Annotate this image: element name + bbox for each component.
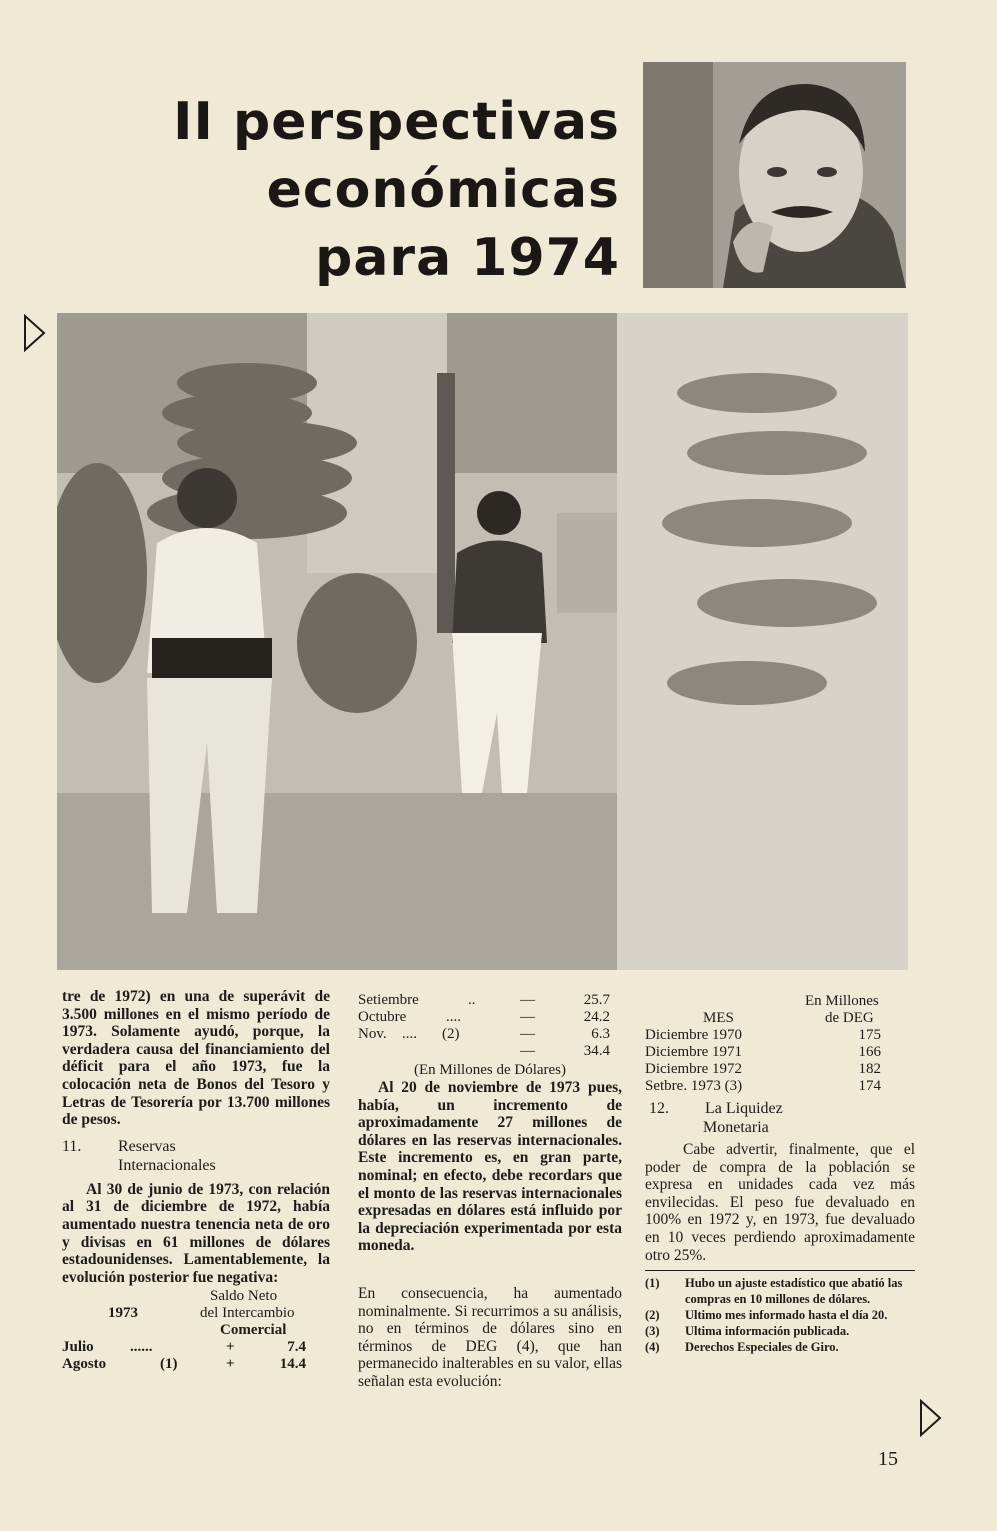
portrait-photo <box>643 62 906 288</box>
footnote-text: Hubo un ajuste estadístico que abatió las compras en 10 millones de dólares. <box>685 1276 903 1307</box>
footnote-number: (4) <box>645 1340 660 1355</box>
table-cell: 25.7 <box>583 992 610 1008</box>
paragraph: En consecuencia, ha aumentado nominalmente. Si recurrimos a su análisis, no en términos de dólares sino en términos de DEG (4), que han permanecido inalterables en su valor, ellas señalan esta evolución: <box>358 1284 622 1390</box>
section-number: 11. <box>62 1137 82 1155</box>
table-header: En Millones <box>805 993 879 1009</box>
market-workers-photo <box>57 313 908 970</box>
text-column-1 <box>62 988 330 1373</box>
table-cell: + <box>226 1339 235 1356</box>
section-marker-left-icon <box>22 313 48 353</box>
title-line-2: económicas <box>266 160 620 220</box>
page-number: 15 <box>878 1448 898 1470</box>
table-row <box>62 1339 330 1356</box>
table-cell: (1) <box>160 1356 178 1373</box>
table-row-total <box>358 1043 622 1060</box>
table-cell: (2) <box>442 1026 460 1042</box>
table-cell: .. <box>468 992 476 1008</box>
paragraph: Al 30 de junio de 1973, con relación al 31 de diciembre de 1972, había aumentado nuestra tenencia neta de oro y divisas en 61 millones de dólares estadounidenses. Lamentablemente, la evolución posterior fue negativa: <box>62 1180 330 1286</box>
paragraph: Cabe advertir, finalmente, que el poder de compra de la población se expresa en unidades cada vez más envilecidas. El peso fue devaluado en 100% en 1972 y, en 1973, fue devaluado en 10 veces perdiendo aproximadamente otro 25%. <box>645 1141 915 1264</box>
table-cell: 14.4 <box>279 1356 306 1373</box>
table-cell: 182 <box>858 1061 881 1077</box>
table-cell: Diciembre 1970 <box>645 1027 743 1043</box>
table-row <box>358 1009 622 1026</box>
footnote-text: Derechos Especiales de Giro. <box>685 1340 839 1355</box>
reserves-deg-table <box>645 993 915 1095</box>
table-header: 1973 <box>108 1305 138 1322</box>
table-cell: 7.4 <box>287 1339 306 1356</box>
table-cell: 6.3 <box>591 1026 610 1042</box>
table-row <box>645 1078 915 1095</box>
table-row <box>358 992 622 1009</box>
table-header: Saldo Neto <box>210 1288 278 1305</box>
section-title-line: Internacionales <box>118 1156 216 1174</box>
continue-arrow-icon <box>918 1398 944 1438</box>
table-row <box>358 1026 622 1043</box>
title-line-1: II perspectivas <box>173 92 620 152</box>
table-row <box>645 1061 915 1078</box>
table-cell: 174 <box>858 1078 881 1094</box>
section-title-line: Monetaria <box>703 1119 769 1136</box>
table-cell: .... <box>402 1026 417 1042</box>
table-header: Comercial <box>220 1322 287 1339</box>
table-cell: Setiembre <box>358 992 419 1008</box>
title-line-3: para 1974 <box>315 228 620 288</box>
section-heading-liquidez <box>645 1099 915 1137</box>
table-unit-caption: (En Millones de Dólares) <box>413 1062 567 1078</box>
table-row <box>645 1027 915 1044</box>
table-cell: 175 <box>858 1027 881 1043</box>
table-cell: Diciembre 1971 <box>645 1044 743 1060</box>
table-header: MES <box>703 1010 734 1026</box>
table-cell: Octubre <box>358 1009 407 1025</box>
table-cell: Agosto <box>62 1356 107 1373</box>
table-cell: — <box>520 1043 535 1059</box>
text-column-3 <box>645 993 915 1355</box>
table-cell: Diciembre 1972 <box>645 1061 743 1077</box>
paragraph: tre de 1972) en una de superávit de 3.500 millones en el mismo período de 1973. Solamente ayudó, porque, la verdadera causa del financiamiento del déficit para el año 1973, fue la colocación neta de Bonos del Tesoro y Letras de Tesorería por 13.700 millones de pesos. <box>62 988 330 1129</box>
section-title-line: La Liquidez <box>705 1100 783 1117</box>
table-cell: 24.2 <box>583 1009 610 1025</box>
table-cell: .... <box>446 1009 461 1025</box>
table-cell: — <box>520 1026 535 1042</box>
footnote-number: (1) <box>645 1276 660 1291</box>
section-title-line: Reservas <box>118 1137 176 1155</box>
table-cell: Setbre. 1973 (3) <box>645 1078 743 1094</box>
table-cell: — <box>520 992 535 1008</box>
footnote <box>645 1339 915 1355</box>
section-number: 12. <box>649 1100 669 1117</box>
table-cell: + <box>226 1356 235 1373</box>
table-cell: 34.4 <box>583 1043 610 1059</box>
table-header: del Intercambio <box>200 1305 295 1322</box>
article-title <box>120 88 620 292</box>
table-cell: ...... <box>130 1339 153 1356</box>
trade-balance-table-cont <box>358 992 622 1079</box>
footnote-number: (2) <box>645 1308 660 1323</box>
footnotes <box>645 1270 915 1355</box>
table-row <box>62 1356 330 1373</box>
table-header: de DEG <box>825 1010 874 1026</box>
footnote <box>645 1275 915 1307</box>
table-cell: Nov. <box>358 1026 387 1042</box>
text-column-2 <box>358 992 622 1391</box>
footnote <box>645 1323 915 1339</box>
table-cell: 166 <box>858 1044 881 1060</box>
paragraph: Al 20 de noviembre de 1973 pues, había, un incremento de aproximadamente 27 millones de dólares en las reservas internacionales. Este incremento es, en gran parte, nominal; en efecto, debe recordars que el monto de las reservas internacionales expresadas en dólares está influido por la depreciación experimentada por esta moneda. <box>358 1079 622 1255</box>
footnote-number: (3) <box>645 1324 660 1339</box>
footnote-text: Ultimo mes informado hasta el día 20. <box>685 1308 888 1323</box>
footnote <box>645 1307 915 1323</box>
section-heading-reservas <box>62 1137 330 1175</box>
table-cell: Julio <box>62 1339 94 1356</box>
table-cell: — <box>520 1009 535 1025</box>
trade-balance-table <box>62 1288 330 1373</box>
footnote-text: Ultima información publicada. <box>685 1324 850 1339</box>
table-row <box>645 1044 915 1061</box>
